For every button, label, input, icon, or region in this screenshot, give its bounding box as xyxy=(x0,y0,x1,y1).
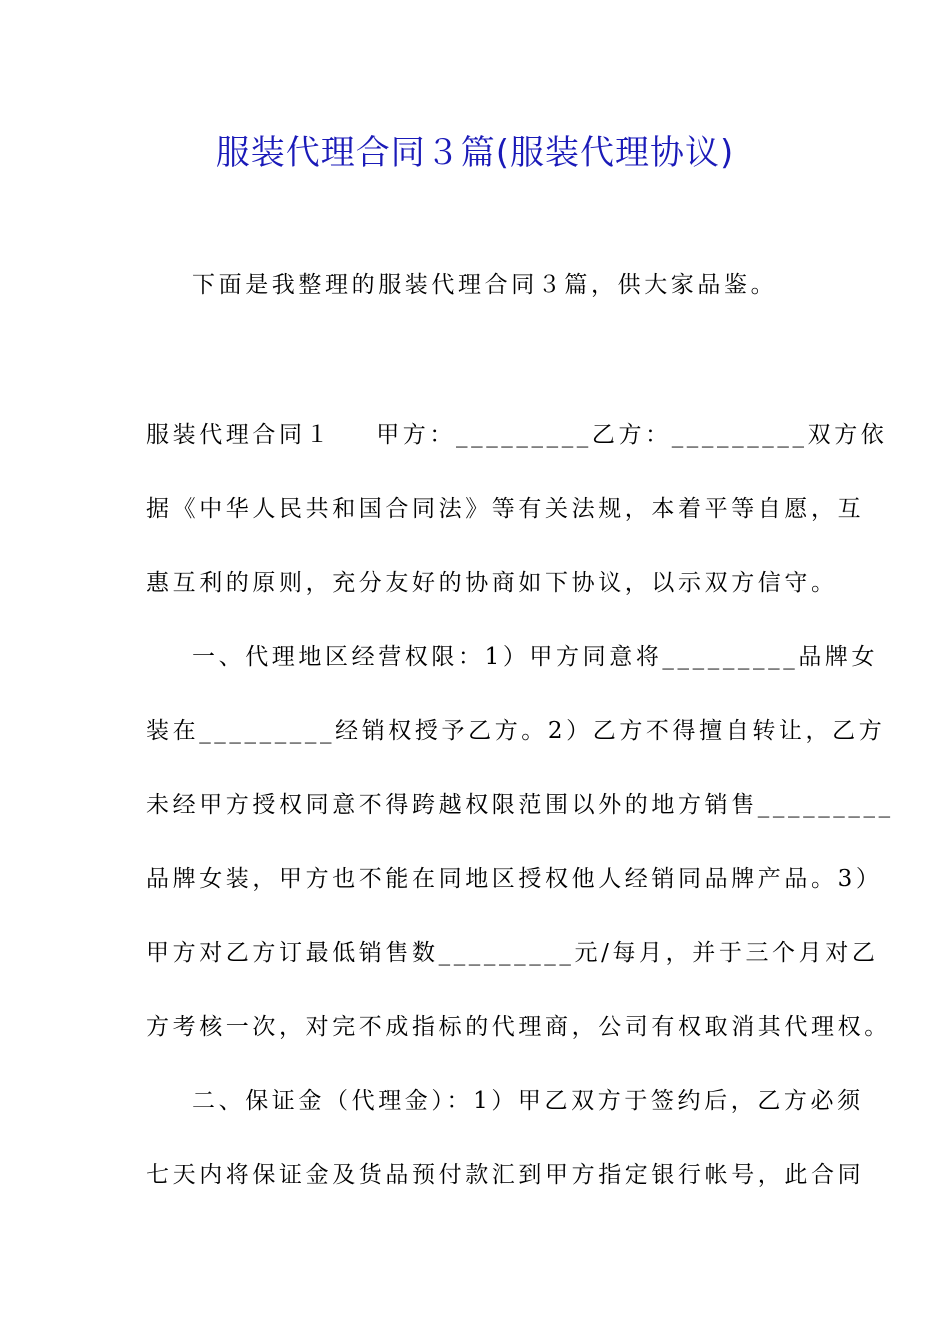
body-line-11: 七天内将保证金及货品预付款汇到甲方指定银行帐号，此合同 xyxy=(146,1162,865,1188)
body-line-6: 未经甲方授权同意不得跨越权限范围以外的地方销售_________ xyxy=(146,792,894,818)
body-line-1 xyxy=(146,418,888,452)
body-line-8: 甲方对乙方订最低销售数_________元/每月，并于三个月对乙 xyxy=(146,940,879,966)
intro-paragraph: 下面是我整理的服装代理合同３篇，供大家品鉴。 xyxy=(192,272,778,298)
body-line-10: 二、保证金（代理金）：1）甲乙双方于签约后，乙方必须 xyxy=(192,1088,864,1114)
body-line-2: 据《中华人民共和国合同法》等有关法规，本着平等自愿，互 xyxy=(146,496,865,522)
body-line-3: 惠互利的原则，充分友好的协商如下协议，以示双方信守。 xyxy=(146,570,838,596)
body-line-4: 一、代理地区经营权限：1）甲方同意将_________品牌女 xyxy=(192,644,879,670)
body-line-9: 方考核一次，对完不成指标的代理商，公司有权取消其代理权。 xyxy=(146,1014,891,1040)
contract-heading: 服装代理合同１ xyxy=(146,422,333,448)
body-line-7: 品牌女装，甲方也不能在同地区授权他人经销同品牌产品。3） xyxy=(146,866,883,892)
party-fields: 甲方：_________乙方：_________双方依 xyxy=(376,422,888,448)
body-line-5: 装在_________经销权授予乙方。2）乙方不得擅自转让，乙方 xyxy=(146,718,886,744)
document-title: 服装代理合同３篇(服装代理协议) xyxy=(215,133,735,173)
